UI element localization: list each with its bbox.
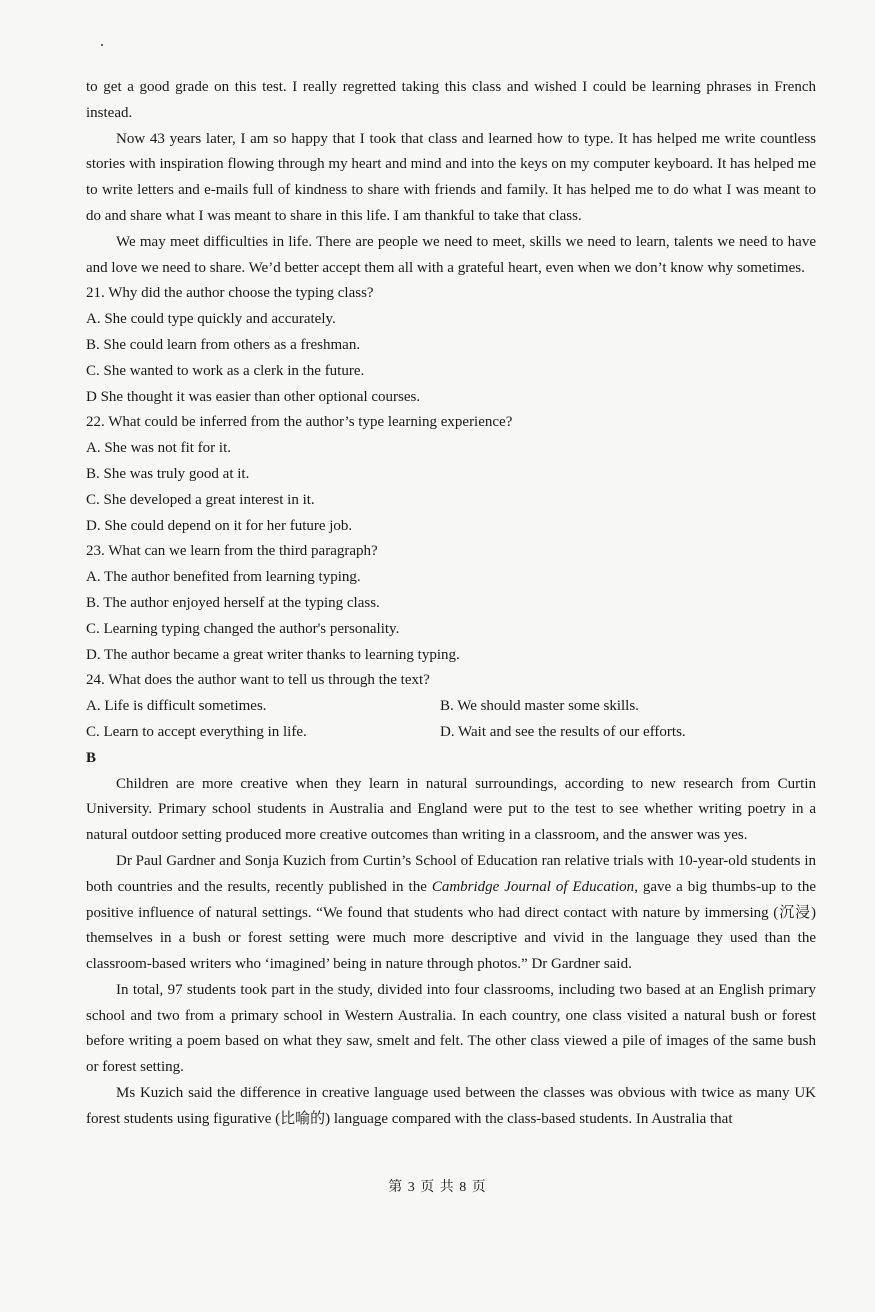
option: D. Wait and see the results of our efforts. (440, 723, 686, 740)
option: B. She could learn from others as a freshman. (86, 336, 361, 353)
question-stem: 22. What could be inferred from the author’s type learning experience? (86, 414, 513, 431)
question-stem: 21. Why did the author choose the typing class? (86, 285, 374, 302)
paragraph-text: Dr Paul Gardner and Sonja Kuzich from Curtin’s School of Education ran relative trials with 10-year-old students in both countries and the results, recently published in the (86, 852, 816, 895)
section-heading: B (86, 749, 97, 766)
passage-a-paragraph-1: to get a good grade on this test. I really regretted taking this class and wished I could be learning phrases in French instead. (86, 79, 816, 121)
page-number: 第 3 页 共 8 页 (388, 1180, 487, 1195)
passage-b-paragraph-1: Children are more creative when they learn in natural surroundings, according to new research from Curtin University. Primary school students in Australia and England were put to the test to see whether writing poetry in a natural outdoor setting produced more creative outcomes than writing in a classroom, and the answer was yes. (86, 775, 816, 844)
option: A. She was not fit for it. (86, 440, 231, 457)
option: C. Learn to accept everything in life. (86, 723, 307, 740)
option: D. The author became a great writer thanks to learning typing. (86, 646, 460, 663)
journal-title: Cambridge Journal of Education (431, 878, 635, 895)
question-24 (86, 668, 816, 745)
passage-b-paragraph-2 (86, 849, 816, 978)
passage-a (86, 75, 816, 1133)
option: B. The author enjoyed herself at the typing class. (86, 594, 380, 611)
option: A. She could type quickly and accurately. (86, 311, 336, 328)
question-stem: 24. What does the author want to tell us through the text? (86, 672, 430, 689)
question-stem: 23. What can we learn from the third paragraph? (86, 543, 378, 560)
option: C. She wanted to work as a clerk in the future. (86, 362, 365, 379)
passage-b-paragraph-3: In total, 97 students took part in the study, divided into four classrooms, including two based at an English primary school and two from a primary school in Western Australia. In each country, one class visited a natural bush or forest before writing a poem based on what they saw, smelt and felt. The other class viewed a pile of images of the same bush or forest setting. (86, 981, 816, 1076)
option: A. Life is difficult sometimes. (86, 698, 267, 715)
paragraph-text: , gave a big thumbs-up to the positive influence of natural settings. “We found that students who had direct contact with nature by immersing (沉浸) themselves in a bush or forest setting were much more descriptive and vivid in the language they used than the classroom-based writers who ‘imagined’ being in nature through photos.” Dr Gardner said. (86, 878, 816, 973)
option: C. Learning typing changed the author's personality. (86, 620, 400, 637)
option: B. She was truly good at it. (86, 465, 250, 482)
question-23 (86, 539, 816, 668)
passage-a-paragraph-3: We may meet difficulties in life. There are people we need to meet, skills we need to learn, talents we need to have and love we need to share. We’d better accept them all with a grateful heart, even when we don’t know why sometimes. (86, 233, 816, 276)
question-21 (86, 281, 816, 410)
passage-b-paragraph-4: Ms Kuzich said the difference in creative language used between the classes was obvious with twice as many UK forest students using figurative (比喻的) language compared with the class-based students. In Australia that (86, 1085, 816, 1127)
option: D. She could depend on it for her future job. (86, 517, 353, 534)
scan-speck (101, 44, 103, 46)
question-22 (86, 410, 816, 539)
option: B. We should master some skills. (440, 698, 639, 715)
options-row (86, 720, 816, 746)
passage-a-paragraph-2: Now 43 years later, I am so happy that I took that class and learned how to type. It has helped me write countless stories with inspiration flowing through my heart and mind and into the keys on my computer keyboard. It has helped me to write letters and e-mails full of kindness to share with friends and family. It has helped me to do what I was meant to do and share what I was meant to share in this life. I am thankful to take that class. (86, 130, 816, 224)
option: A. The author benefited from learning typing. (86, 569, 361, 586)
option: C. She developed a great interest in it. (86, 491, 315, 508)
options-row (86, 694, 816, 720)
option: D She thought it was easier than other optional courses. (86, 388, 421, 405)
